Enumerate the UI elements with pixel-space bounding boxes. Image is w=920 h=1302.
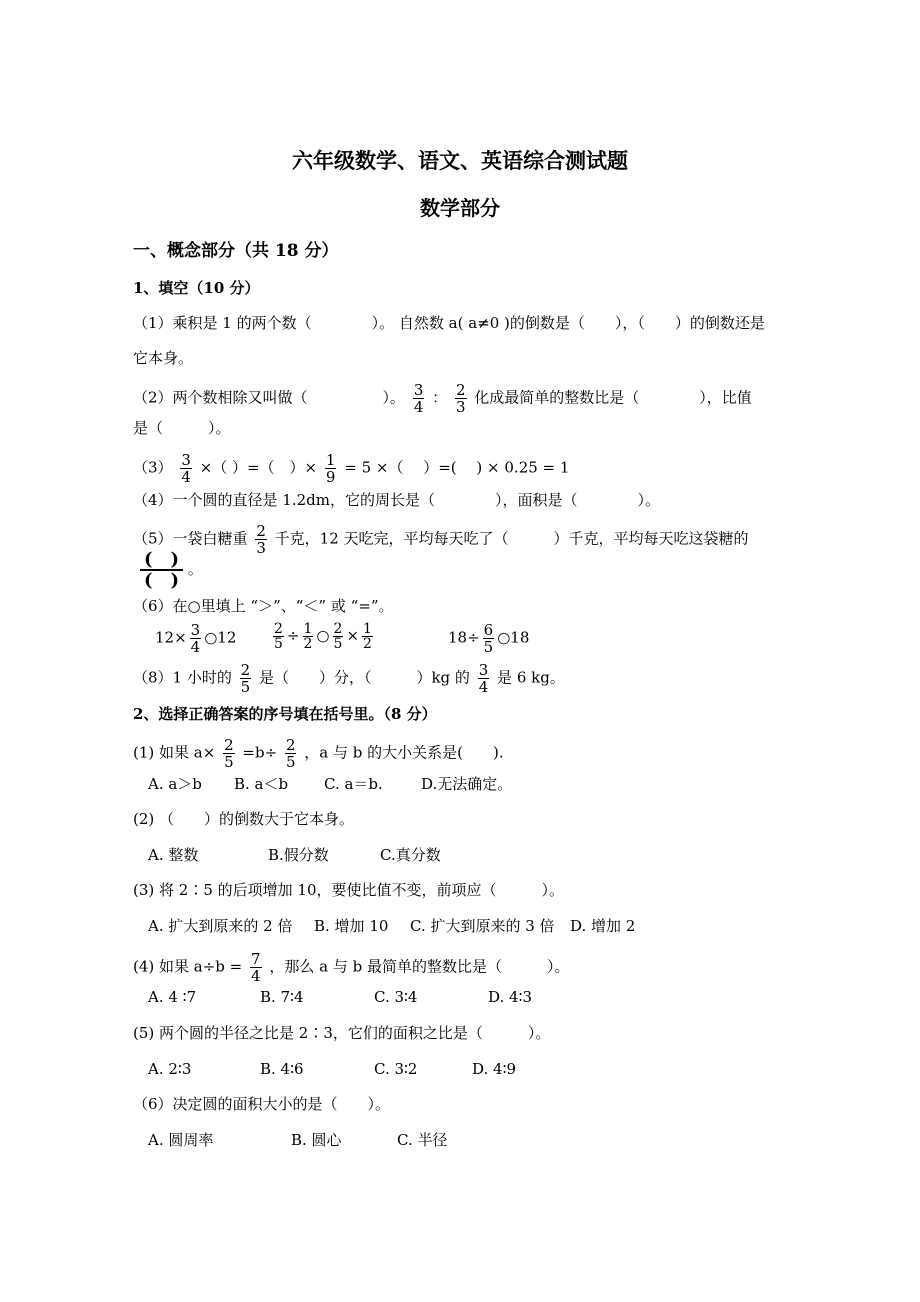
q5-prefix: （5）一袋白糖重 — [133, 529, 248, 548]
numerator: 2 — [333, 621, 343, 637]
question-1-3 — [133, 452, 569, 485]
option-c: C.真分数 — [380, 846, 441, 864]
numerator: 3 — [190, 621, 201, 639]
question-1-4: （4）一个圆的直径是 1.2dm，它的周长是（ ），面积是（ ）。 — [133, 491, 660, 509]
question-1-6: （6）在○里填上 “＞”、“＜” 或 “=”。 — [133, 597, 394, 615]
option-c: C. 扩大到原来的 3 倍 — [410, 917, 555, 935]
denominator: 5 — [333, 636, 343, 652]
fraction — [478, 662, 490, 695]
numerator: 2 — [224, 736, 234, 754]
question-1-2-cont: 是（ ）。 — [133, 419, 231, 437]
period: 。 — [187, 560, 203, 578]
numerator: 3 — [478, 661, 489, 679]
fraction — [240, 662, 252, 695]
fraction — [483, 622, 495, 655]
q3-prefix: （3） — [133, 458, 173, 477]
fraction — [223, 737, 235, 770]
denominator: 4 — [478, 678, 489, 696]
option-c: C. 3∶2 — [374, 1060, 418, 1078]
blank-fraction — [140, 550, 183, 590]
question-1-5 — [133, 523, 749, 556]
q8-mid: 是（ ）分，（ ）kg 的 — [258, 668, 470, 687]
cq4-prefix: (4) 如果 a÷b = — [133, 957, 243, 976]
choice-options-4 — [148, 987, 532, 1007]
operator: ÷ — [286, 626, 300, 645]
denominator: 5 — [483, 638, 494, 656]
option-b: B. 4∶6 — [260, 1060, 304, 1078]
numerator: 2 — [256, 522, 266, 540]
denominator: 9 — [325, 468, 336, 486]
denominator: 4 — [251, 967, 261, 985]
q2-suffix: 化成最简单的整数比是（ ），比值 — [474, 388, 752, 407]
denominator: 5 — [224, 753, 234, 771]
ratio-colon: ： — [432, 388, 448, 407]
choice-question-2: (2) （ ）的倒数大于它本身。 — [133, 810, 355, 828]
q3-mid: ×（ ）=（ ）× — [199, 458, 318, 477]
denominator: 4 — [413, 398, 424, 416]
option-d: D. 4∶3 — [488, 988, 533, 1006]
document-title: 六年级数学、语文、英语综合测试题 — [292, 148, 628, 173]
denominator: 4 — [190, 638, 201, 656]
numerator: 3 — [413, 381, 424, 399]
q8-prefix: （8）1 小时的 — [133, 668, 232, 687]
q3-suffix: = 5 ×（ ）=( ) × 0.25 = 1 — [344, 458, 570, 477]
numerator: 2 — [285, 736, 296, 754]
denominator: 2 — [363, 636, 372, 652]
option-d: D. 4∶9 — [472, 1060, 517, 1078]
option-d: D. 增加 2 — [570, 917, 636, 935]
part1-heading: 1、填空（10 分） — [133, 279, 260, 297]
option-c: C. 3∶4 — [374, 988, 418, 1006]
blank-numerator: ( ) — [140, 550, 183, 571]
fraction — [325, 452, 337, 485]
fraction — [273, 622, 284, 651]
numerator: 1 — [363, 621, 372, 637]
fraction — [190, 622, 202, 655]
document-subtitle: 数学部分 — [420, 196, 500, 220]
numerator: 3 — [181, 451, 191, 469]
option-a: A. a＞b — [148, 775, 202, 793]
option-b: B. 增加 10 — [314, 917, 389, 935]
operator: × — [346, 626, 360, 645]
fraction — [455, 382, 467, 415]
option-a: A. 4 ∶7 — [148, 988, 197, 1006]
expr-left: 18÷ — [448, 628, 480, 647]
option-a: A. 圆周率 — [148, 1131, 214, 1149]
blank-denominator: ( ) — [144, 570, 180, 591]
denominator: 5 — [274, 636, 283, 652]
option-c: C. 半径 — [397, 1131, 448, 1149]
fraction — [285, 737, 297, 770]
compare-item-3 — [448, 622, 529, 655]
choice-options-1 — [148, 774, 512, 794]
numerator: 6 — [483, 621, 494, 639]
compare-item-2 — [270, 622, 376, 651]
choice-question-1 — [133, 737, 504, 770]
option-a: A. 扩大到原来的 2 倍 — [148, 917, 293, 935]
option-b: B. 圆心 — [291, 1131, 342, 1149]
question-1-2 — [133, 382, 752, 415]
fraction — [255, 523, 267, 556]
question-1-1-cont: 它本身。 — [133, 349, 194, 367]
expr-right: ○12 — [204, 628, 237, 647]
option-b: B.假分数 — [268, 846, 329, 864]
option-b: B. 7∶4 — [260, 988, 304, 1006]
numerator: 1 — [325, 451, 336, 469]
choice-question-3: (3) 将 2∶5 的后项增加 10，要使比值不变，前项应（ ）。 — [133, 881, 564, 899]
denominator: 4 — [181, 468, 191, 486]
choice-question-4 — [133, 951, 569, 984]
q8-suffix: 是 6 kg。 — [497, 668, 565, 687]
q5-suffix: 千克，12 天吃完，平均每天吃了（ ）千克，平均每天吃这袋糖的 — [274, 529, 749, 548]
compare-circle: ○ — [316, 626, 330, 645]
choice-question-6: （6）决定圆的面积大小的是（ ）。 — [133, 1095, 391, 1113]
expr-left: 12× — [155, 628, 187, 647]
option-c: C. a＝b. — [324, 775, 383, 793]
question-1-1: （1）乘积是 1 的两个数（ ）。 自然数 a( a≠0 )的倒数是（ ），（ ）的倒数还是 — [133, 314, 765, 332]
option-d: D.无法确定。 — [421, 775, 513, 793]
question-1-8 — [133, 662, 565, 695]
question-1-5-cont — [140, 550, 203, 590]
q2-prefix: （2）两个数相除又叫做（ ）。 — [133, 388, 406, 407]
denominator: 2 — [303, 636, 313, 652]
fraction — [303, 622, 314, 651]
cq1-suffix: ，a 与 b 的大小关系是( ). — [304, 743, 504, 762]
choice-options-6 — [148, 1130, 447, 1150]
fraction — [250, 951, 262, 984]
option-a: A. 2∶3 — [148, 1060, 192, 1078]
choice-options-2 — [148, 845, 441, 865]
option-b: B. a＜b — [234, 775, 289, 793]
part2-heading: 2、选择正确答案的序号填在括号里。（8 分） — [133, 705, 437, 723]
expr-right: ○18 — [497, 628, 530, 647]
numerator: 1 — [303, 621, 313, 637]
numerator: 7 — [251, 950, 261, 968]
fraction — [180, 452, 192, 485]
denominator: 5 — [240, 678, 251, 696]
cq1-prefix: (1) 如果 a× — [133, 743, 216, 762]
numerator: 2 — [240, 661, 251, 679]
numerator: 2 — [455, 381, 466, 399]
fraction — [413, 382, 425, 415]
denominator: 5 — [285, 753, 296, 771]
cq4-suffix: ，那么 a 与 b 最简单的整数比是（ ）。 — [269, 957, 570, 976]
denominator: 3 — [256, 539, 266, 557]
choice-options-3 — [148, 916, 635, 936]
cq1-mid: =b÷ — [242, 743, 278, 762]
fraction — [362, 622, 373, 651]
denominator: 3 — [455, 398, 466, 416]
choice-question-5: (5) 两个圆的半径之比是 2∶3，它们的面积之比是（ ）。 — [133, 1024, 551, 1042]
fraction — [333, 622, 344, 651]
choice-options-5 — [148, 1059, 516, 1079]
section-heading: 一、概念部分（共 18 分） — [133, 241, 339, 261]
numerator: 2 — [274, 621, 283, 637]
compare-item-1 — [155, 622, 236, 655]
option-a: A. 整数 — [148, 846, 199, 864]
